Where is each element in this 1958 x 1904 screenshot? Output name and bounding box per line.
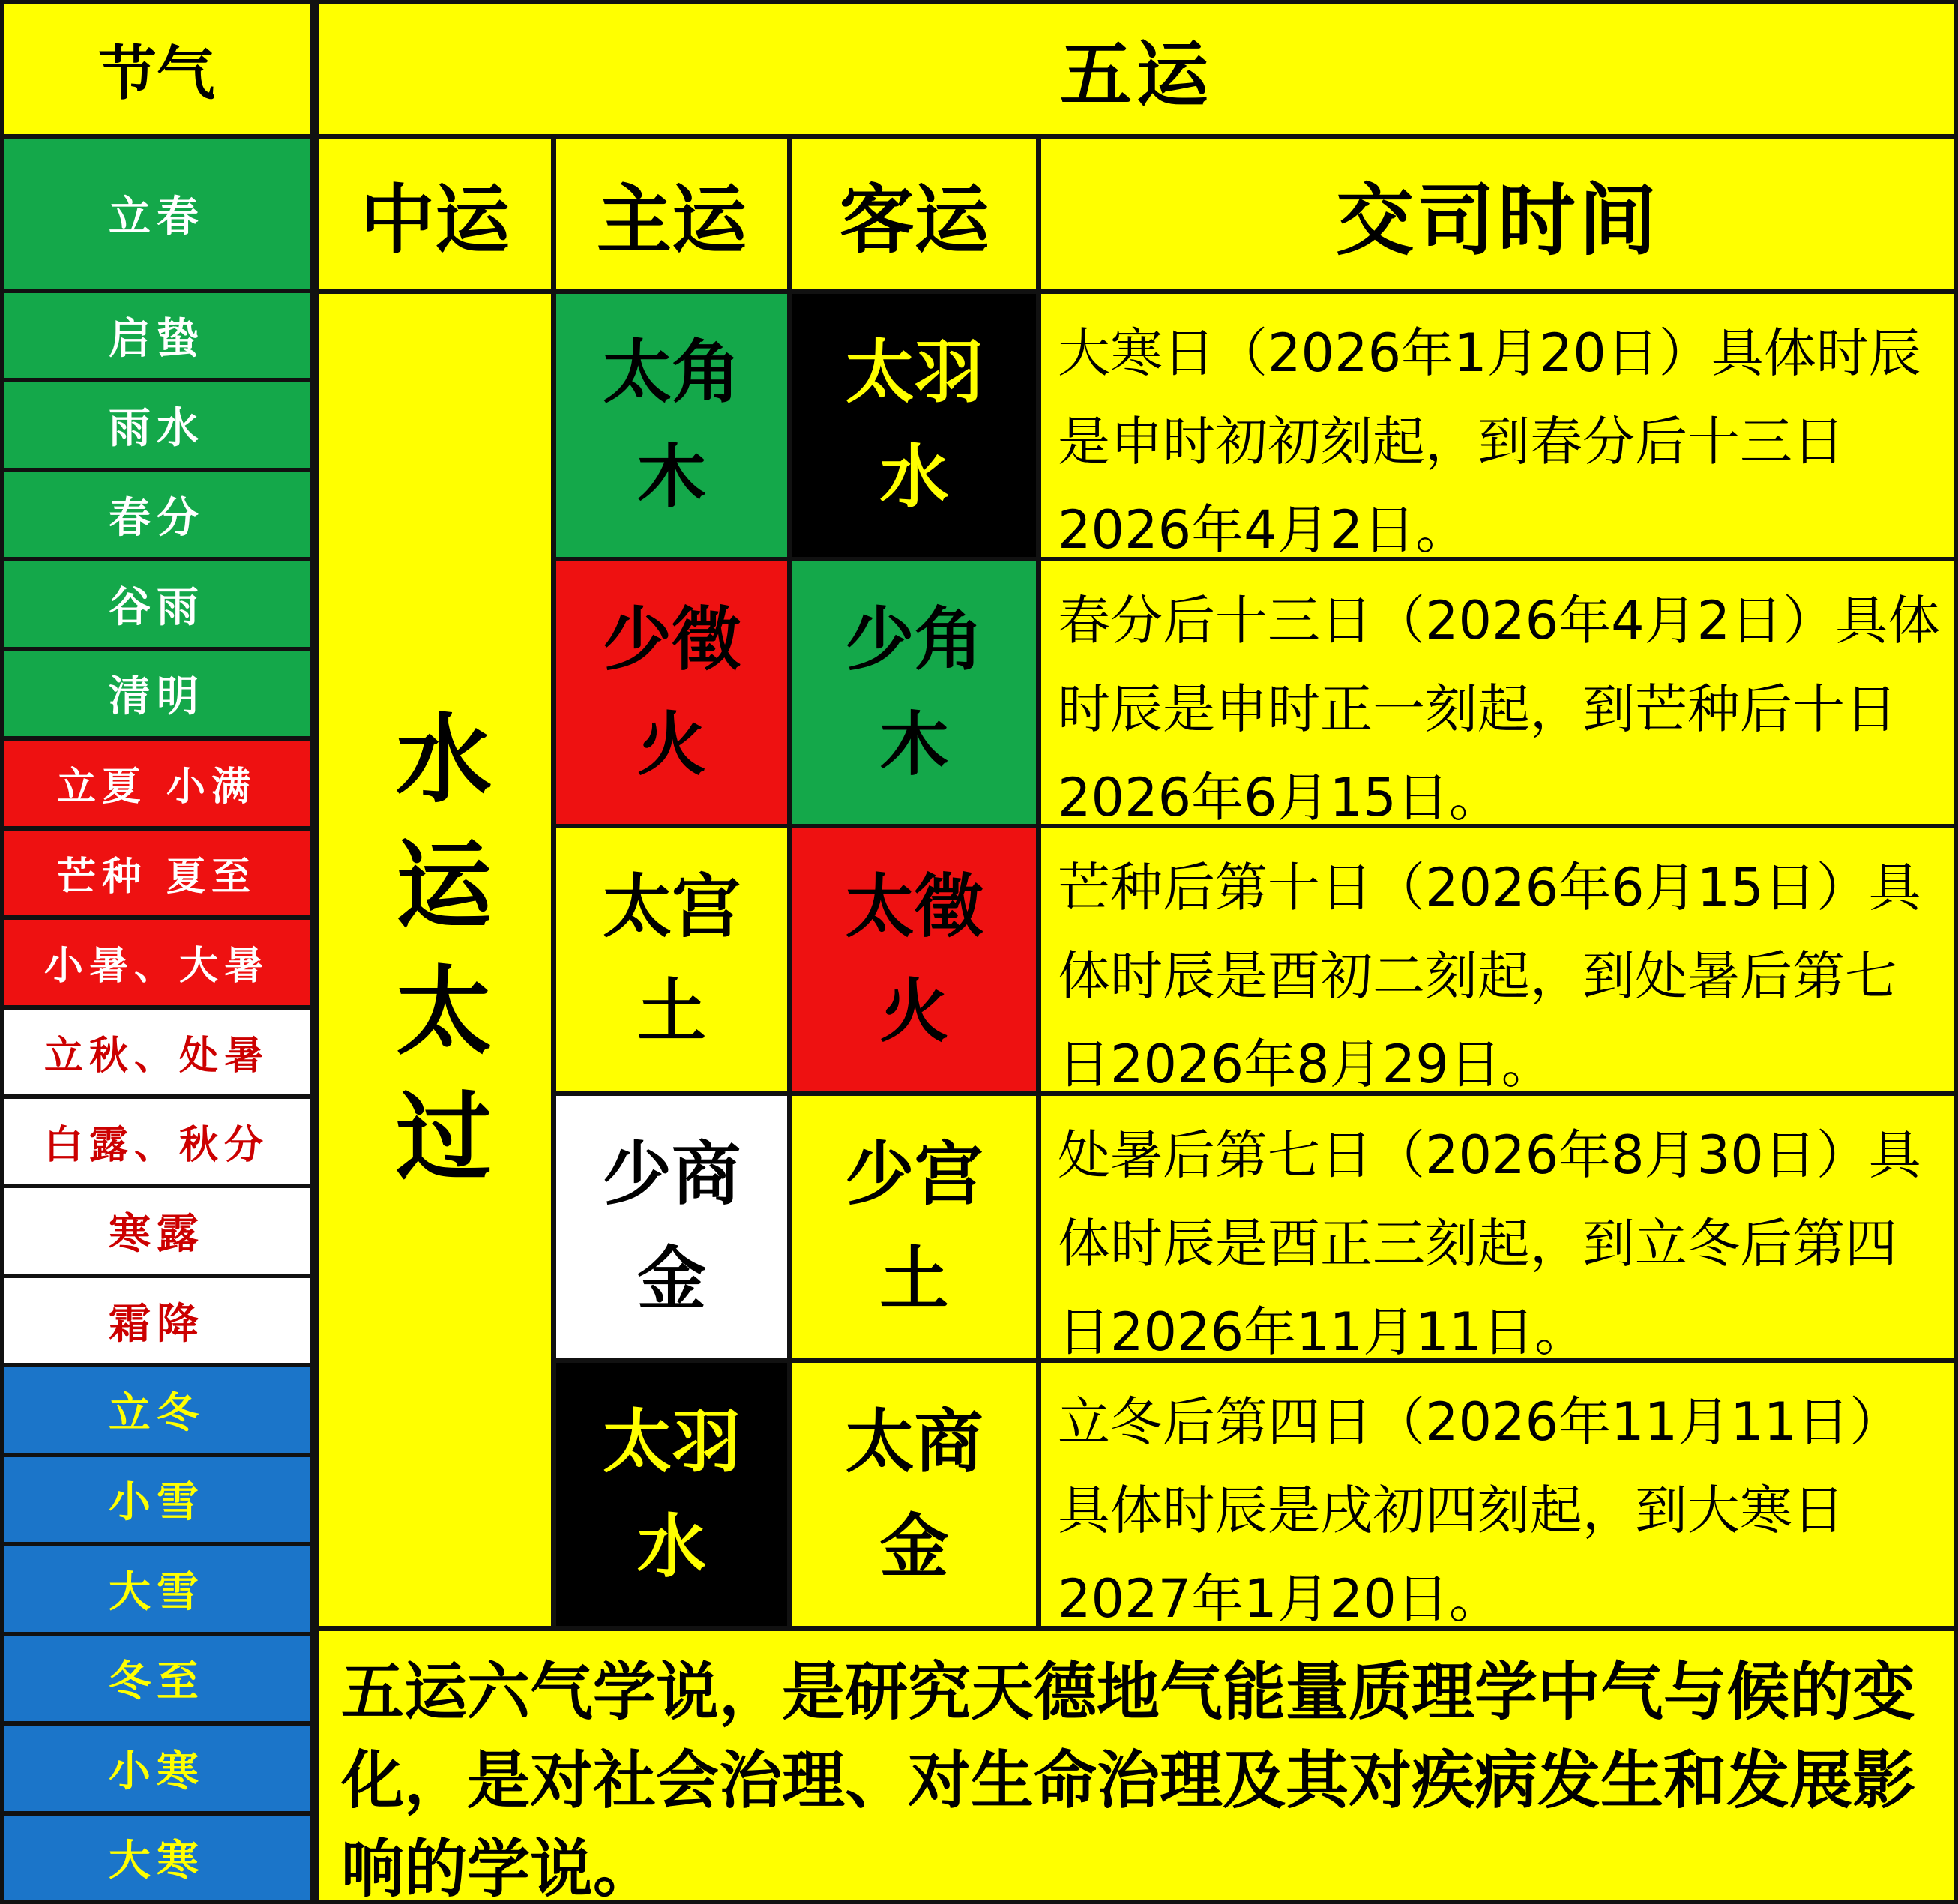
jieqi-row: 霜降 [4,1278,310,1363]
jieqi-row: 大寒 [4,1816,310,1900]
header-wuyun: 五运 [319,4,1954,134]
jieqi-row: 立春 [4,139,310,289]
zhuyun-cell-name: 少徵 [602,599,741,680]
keyun-cell [792,294,1036,557]
keyun-cell-element: 火 [879,971,949,1052]
jieqi-row: 立冬 [4,1367,310,1452]
zhongyun-value: 水运太过 [379,708,491,1212]
keyun-cell-name: 少宫 [845,1134,983,1215]
header-zhuyun: 主运 [556,139,787,289]
header-zhongyun: 中运 [319,139,551,289]
keyun-cell-element: 水 [879,437,949,518]
jieqi-row: 白露、秋分 [4,1099,310,1184]
jieqi-row: 立夏 小满 [4,741,310,825]
keyun-cell [792,1096,1036,1359]
zhuyun-cell [556,561,787,825]
jieqi-row: 春分 [4,472,310,557]
jieqi-row: 立秋、处暑 [4,1010,310,1094]
zhuyun-cell [556,1096,787,1359]
jieqi-row: 小寒 [4,1726,310,1810]
keyun-cell-name: 太徵 [845,867,983,948]
zhuyun-cell-name: 太宫 [602,867,741,948]
zhuyun-cell-element: 金 [636,1239,706,1320]
keyun-cell-name: 太商 [845,1401,983,1482]
jiaosi-time-cell: 处暑后第七日（2026年8月30日）具体时辰是酉正三刻起，到立冬后第四日2026年11月11日。 [1041,1096,1954,1359]
keyun-cell-name: 太羽 [845,332,983,413]
keyun-cell-element: 金 [879,1506,949,1587]
jieqi-row: 谷雨 [4,561,310,646]
keyun-cell [792,1363,1036,1626]
zhuyun-cell [556,294,787,557]
zhuyun-cell-name: 少商 [602,1134,741,1215]
header-jieqi: 节气 [4,4,310,134]
keyun-cell [792,828,1036,1091]
zhuyun-cell-element: 木 [636,437,706,518]
keyun-cell-element: 木 [879,704,949,785]
zhuyun-cell-element: 火 [636,704,706,785]
zhuyun-cell-name: 太羽 [602,1401,741,1482]
zhuyun-cell [556,1363,787,1626]
jieqi-row: 大雪 [4,1546,310,1631]
zhongyun-cell [319,294,551,1626]
summary-text: 五运六气学说，是研究天德地气能量质理学中气与候的变化，是对社会治理、对生命治理及其对疾病发生和发展影响的学说。 [319,1631,1954,1900]
zhuyun-cell-element: 水 [636,1506,706,1587]
zhuyun-cell-element: 土 [636,971,706,1052]
jiaosi-time-cell: 春分后十三日（2026年4月2日）具体时辰是申时正一刻起，到芒种后十日2026年6月15日。 [1041,561,1954,825]
header-jiaosi: 交司时间 [1041,139,1954,289]
jieqi-row: 清明 [4,651,310,736]
zhuyun-cell [556,828,787,1091]
zhuyun-cell-name: 太角 [602,332,741,413]
jiaosi-time-cell: 芒种后第十日（2026年6月15日）具体时辰是酉初二刻起，到处暑后第七日2026年8月29日。 [1041,828,1954,1091]
jieqi-row: 小雪 [4,1457,310,1542]
jieqi-row: 寒露 [4,1188,310,1273]
jieqi-row: 小暑、大暑 [4,920,310,1004]
keyun-cell-name: 少角 [845,599,983,680]
jieqi-row: 启蛰 [4,293,310,378]
header-keyun: 客运 [792,139,1036,289]
keyun-cell-element: 土 [879,1239,949,1320]
jiaosi-time-cell: 立冬后第四日（2026年11月11日）具体时辰是戌初四刻起，到大寒日2027年1月20日。 [1041,1363,1954,1626]
jiaosi-time-cell: 大寒日（2026年1月20日）具体时辰是申时初初刻起，到春分后十三日2026年4月2日。 [1041,294,1954,557]
jieqi-row: 雨水 [4,382,310,467]
jieqi-row: 冬至 [4,1636,310,1721]
jieqi-row: 芒种 夏至 [4,831,310,915]
keyun-cell [792,561,1036,825]
